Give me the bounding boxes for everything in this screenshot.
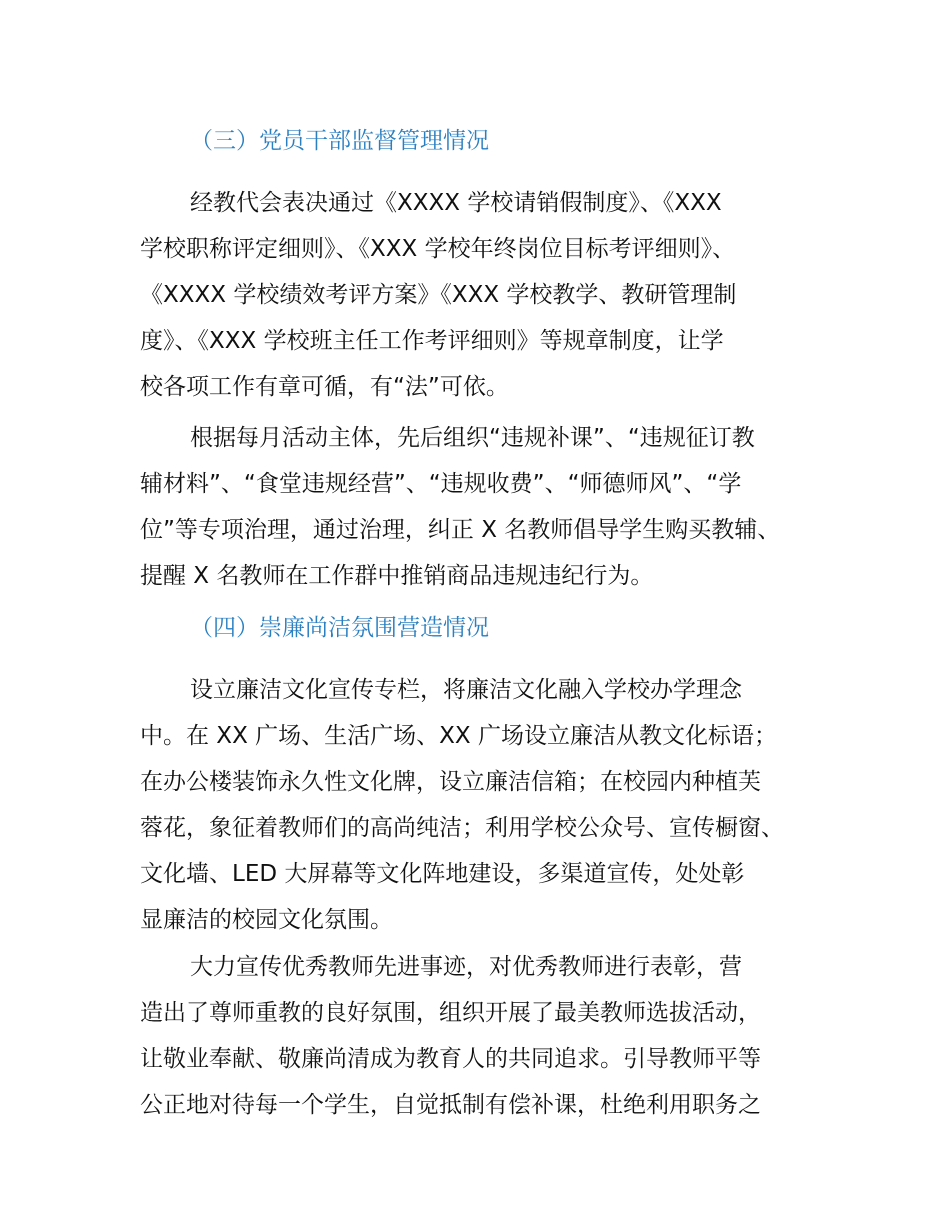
paragraph-line: 显廉洁的校园文化氛围。 [140,907,393,933]
section-heading-4: （四）崇廉尚洁氛围营造情况 [190,615,489,641]
paragraph-special-governance [140,415,830,599]
paragraph-line: 提醒 X 名教师在工作群中推销商品违规违纪行为。 [140,563,654,589]
paragraph-line: 设立廉洁文化宣传专栏，将廉洁文化融入学校办学理念 [190,677,742,703]
paragraph-line: 辅材料”、“食堂违规经营”、“违规收费”、“师德师风”、“学 [140,471,742,497]
paragraph-integrity-culture [140,667,830,943]
paragraph-line: 经教代会表决通过《XXXX 学校请销假制度》、《XXX [190,190,722,216]
paragraph-line: 学校职称评定细则》、《XXX 学校年终岗位目标考评细则》、 [140,236,736,262]
paragraph-line: 造出了尊师重教的良好氛围，组织开展了最美教师选拔活动， [140,1000,761,1026]
paragraph-line: 度》、《XXX 学校班主任工作考评细则》等规章制度，让学 [140,328,724,354]
paragraph-line: 大力宣传优秀教师先进事迹，对优秀教师进行表彰，营 [190,954,742,980]
paragraph-line: 根据每月活动主体，先后组织“违规补课”、“违规征订教 [190,425,755,451]
paragraph-regulations [140,180,830,410]
paragraph-line: 蓉花，象征着教师们的高尚纯洁；利用学校公众号、宣传橱窗、 [140,815,784,841]
paragraph-line: 校各项工作有章可循，有“法”可依。 [140,374,509,400]
paragraph-teacher-promotion [140,944,830,1128]
paragraph-line: 位”等专项治理，通过治理，纠正 X 名教师倡导学生购买教辅、 [140,517,781,543]
paragraph-line: 《XXXX 学校绩效考评方案》《XXX 学校教学、教研管理制 [140,282,737,308]
paragraph-line: 中。在 XX 广场、生活广场、XX 广场设立廉洁从教文化标语； [140,723,777,749]
paragraph-line: 文化墙、LED 大屏幕等文化阵地建设，多渠道宣传，处处彰 [140,861,745,887]
paragraph-line: 让敬业奉献、敬廉尚清成为教育人的共同追求。引导教师平等 [140,1046,761,1072]
paragraph-line: 在办公楼装饰永久性文化牌，设立廉洁信箱；在校园内种植芙 [140,769,761,795]
section-heading-3: （三）党员干部监督管理情况 [190,128,489,154]
paragraph-line: 公正地对待每一个学生，自觉抵制有偿补课，杜绝利用职务之 [140,1092,761,1118]
